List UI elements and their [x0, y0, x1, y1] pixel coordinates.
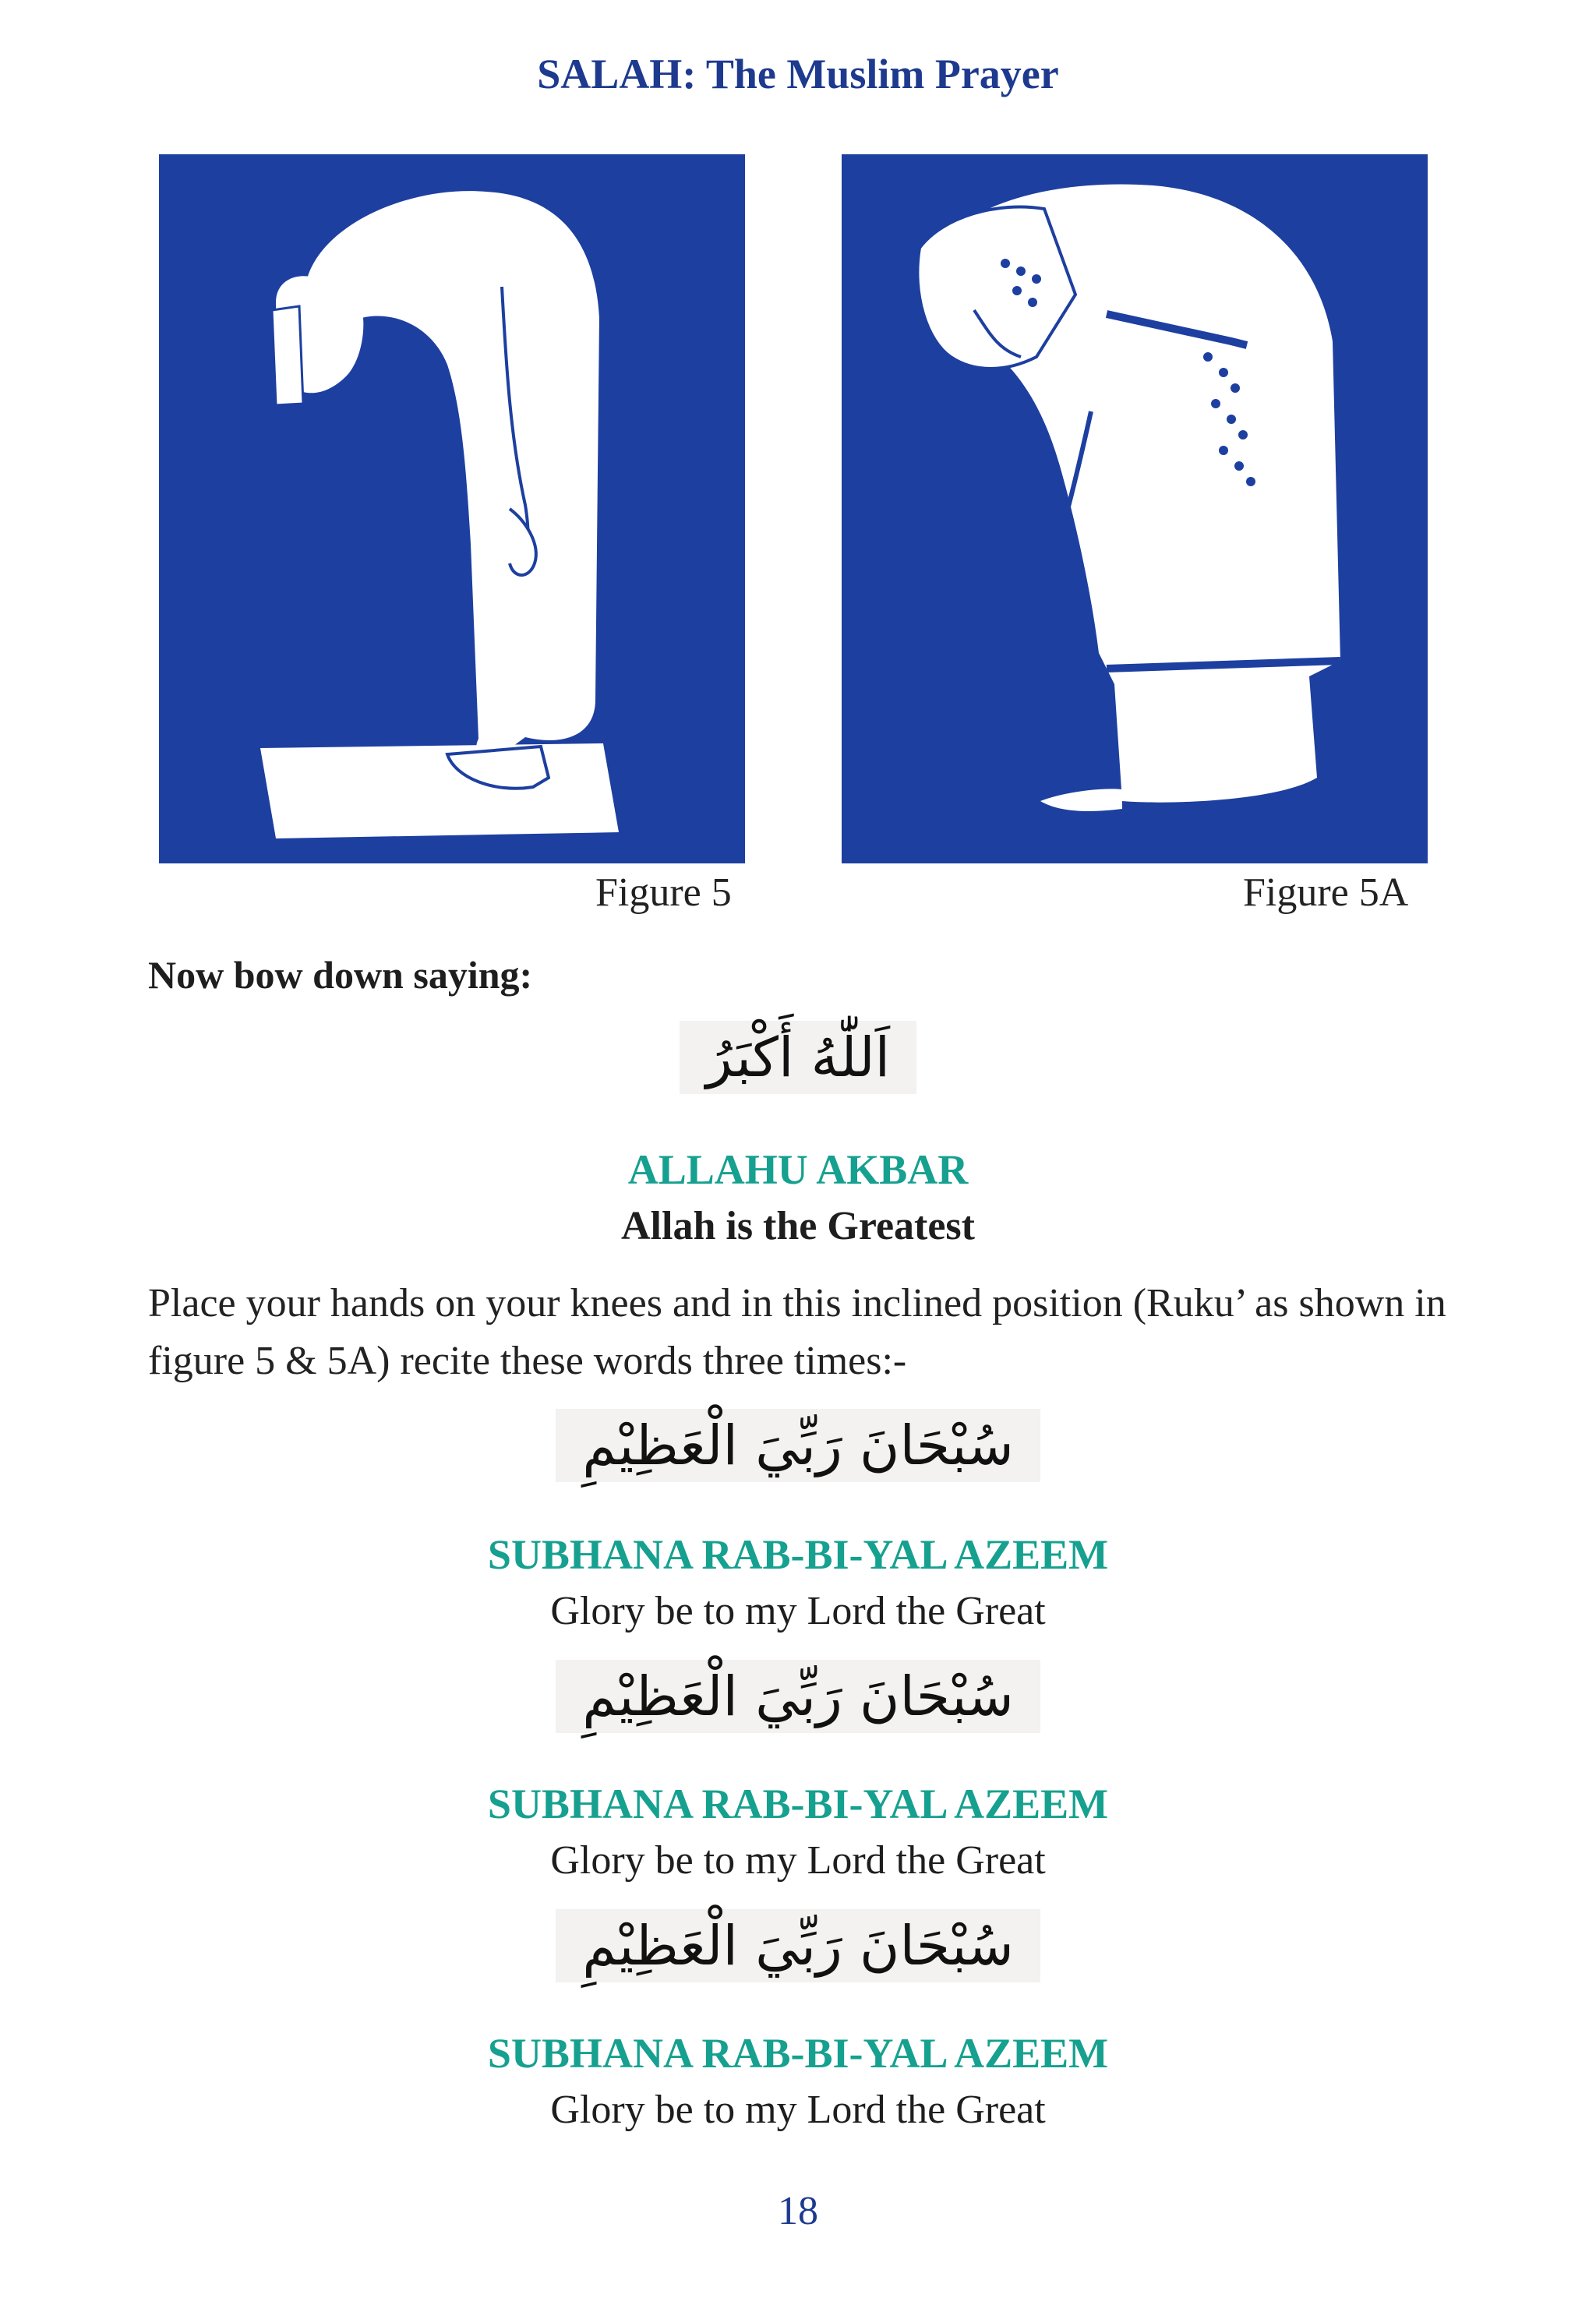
recitation-2-transliteration: SUBHANA RAB-BI-YAL AZEEM	[487, 1781, 1109, 1827]
ruku-instructions: Place your hands on your knees and in this inclined position (Ruku’ as shown in figure 5 & 5A) recite these words three times:-	[148, 1281, 1446, 1383]
bow-instruction: Now bow down saying:	[148, 953, 533, 997]
hand-line	[1036, 591, 1064, 653]
man-bowing-illustration	[159, 154, 745, 863]
recitation-3-meaning: Glory be to my Lord the Great	[550, 2088, 1046, 2132]
recitation-2-arabic	[0, 1660, 1596, 1733]
figure-5a-illustration	[842, 154, 1428, 863]
recitation-2-meaning: Glory be to my Lord the Great	[550, 1838, 1046, 1883]
figure-5-caption: Figure 5	[595, 870, 732, 915]
takbir-meaning: Allah is the Greatest	[621, 1204, 975, 1248]
arabic-text: اَللّٰهُ أَكْبَرُ	[680, 1021, 916, 1094]
prayer-mat	[260, 743, 619, 838]
arabic-text: سُبْحَانَ رَبِّيَ الْعَظِيْمِ	[556, 1660, 1040, 1733]
running-head: SALAH: The Muslim Prayer	[537, 51, 1059, 97]
recitation-3-transliteration: SUBHANA RAB-BI-YAL AZEEM	[487, 2030, 1109, 2077]
arabic-text: سُبْحَانَ رَبِّيَ الْعَظِيْمِ	[556, 1409, 1040, 1482]
figure-body	[307, 191, 599, 757]
recitation-1-meaning: Glory be to my Lord the Great	[550, 1589, 1046, 1633]
takbir-arabic	[0, 1021, 1596, 1094]
figure-5-illustration	[159, 154, 745, 863]
takbir-transliteration: ALLAHU AKBAR	[627, 1146, 969, 1193]
recitation-3-arabic	[0, 1909, 1596, 1982]
recitation-1-arabic	[0, 1409, 1596, 1482]
arabic-text: سُبْحَانَ رَبِّيَ الْعَظِيْمِ	[556, 1909, 1040, 1982]
page-number: 18	[778, 2189, 818, 2233]
cap-outline	[272, 306, 303, 405]
figure-5a-caption: Figure 5A	[1243, 870, 1409, 915]
woman-bowing-illustration	[842, 154, 1428, 863]
recitation-1-transliteration: SUBHANA RAB-BI-YAL AZEEM	[487, 1531, 1109, 1578]
feet	[1040, 789, 1122, 811]
